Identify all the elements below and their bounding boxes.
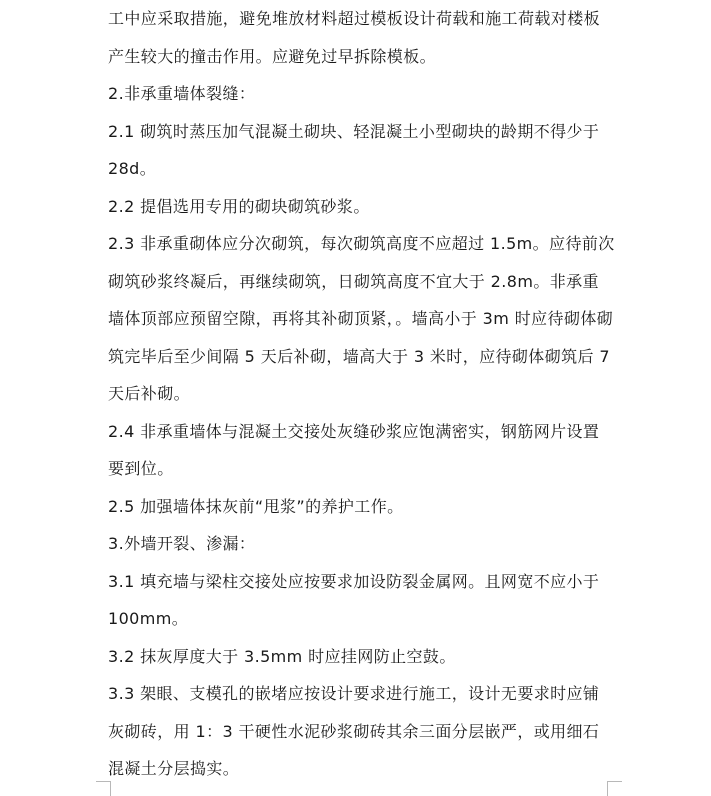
text-line: 2.2 提倡选用专用的砌块砌筑砂浆。 <box>108 196 370 216</box>
text-line: 2.4 非承重墙体与混凝土交接处灰缝砂浆应饱满密实，钢筋网片设置 <box>108 421 600 441</box>
text-line: 灰砌砖，用 1：3 干硬性水泥砂浆砌砖其余三面分层嵌严，或用细石 <box>108 721 600 741</box>
text-line: 筑完毕后至少间隔 5 天后补砌，墙高大于 3 米时，应待砌体砌筑后 7 <box>108 346 610 366</box>
text-line: 3.1 填充墙与梁柱交接处应按要求加设防裂金属网。且网宽不应小于 <box>108 571 600 591</box>
text-line: 要到位。 <box>108 459 174 478</box>
text-line: 工中应采取措施，避免堆放材料超过模板设计荷载和施工荷载对楼板 <box>108 9 601 28</box>
section-heading: 2.非承重墙体裂缝： <box>108 84 256 103</box>
text-line: 2.3 非承重砌体应分次砌筑，每次砌筑高度不应超过 1.5m。应待前次 <box>108 234 615 253</box>
document-body <box>108 0 615 788</box>
text-line: 28d。 <box>108 159 157 178</box>
text-line: 2.1 砌筑时蒸压加气混凝土砌块、轻混凝土小型砌块的龄期不得少于 <box>108 121 600 141</box>
text-line: 砌筑砂浆终凝后，再继续砌筑，日砌筑高度不宜大于 2.8m。非承重 <box>108 271 599 291</box>
text-line: 墙体顶部应预留空隙，再将其补砌顶紧，。墙高小于 3m 时应待砌体砌 <box>108 309 614 328</box>
text-line: 天后补砌。 <box>108 384 191 403</box>
text-line: 混凝土分层捣实。 <box>108 759 240 778</box>
page-corner-mark-right <box>607 781 622 796</box>
text-line: 100mm。 <box>108 609 189 628</box>
text-line: 产生较大的撞击作用。应避免过早拆除模板。 <box>108 46 437 66</box>
text-line: 2.5 加强墙体抹灰前“甩浆”的养护工作。 <box>108 496 404 516</box>
text-line: 3.2 抹灰厚度大于 3.5mm 时应挂网防止空鼓。 <box>108 646 456 666</box>
page-corner-mark-left <box>96 781 111 796</box>
text-line: 3.3 架眼、支模孔的嵌堵应按设计要求进行施工，设计无要求时应铺 <box>108 684 600 703</box>
section-heading: 3.外墙开裂、渗漏： <box>108 534 256 553</box>
